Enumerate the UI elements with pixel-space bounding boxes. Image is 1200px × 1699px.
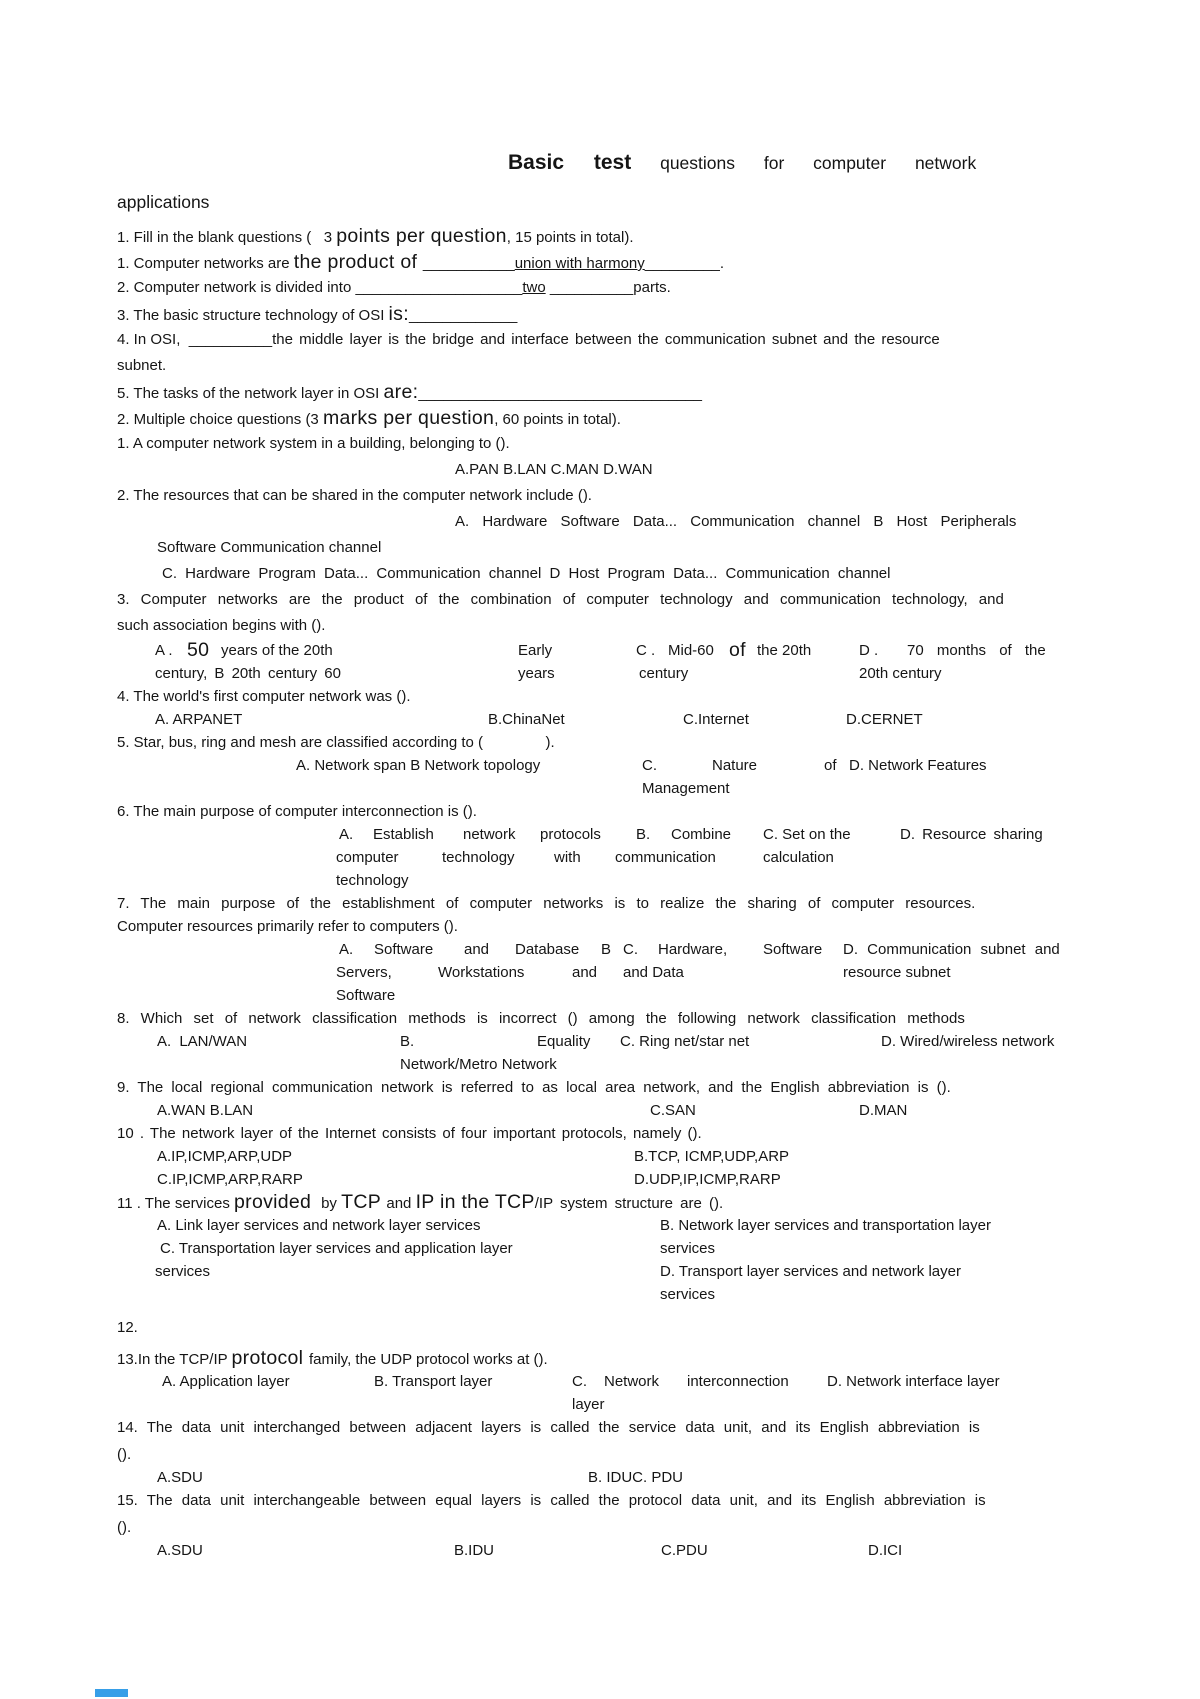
mc-q11 bbox=[117, 1191, 1090, 1214]
text-run: D.CERNET bbox=[846, 711, 923, 728]
text-run: D . bbox=[859, 642, 879, 659]
text-run: questions for computer network bbox=[631, 153, 977, 173]
text-run: B.ChinaNet bbox=[488, 711, 565, 728]
page-bottom-marker bbox=[95, 1689, 128, 1697]
mc-q3-options-row-2 bbox=[117, 662, 1090, 685]
text-run: 8. Which set of network classification methods is incorrect () among the following network classification methods bbox=[117, 1010, 965, 1027]
text-run: 5. Star, bus, ring and mesh are classified according to ( ). bbox=[117, 734, 555, 751]
fill-q5 bbox=[117, 379, 1090, 405]
mc-q7-options-row-2 bbox=[117, 961, 1090, 984]
fill-q1 bbox=[117, 249, 1090, 275]
doc-title-line-2 bbox=[117, 181, 1090, 223]
doc-title-line-1 bbox=[117, 145, 1090, 181]
text-run: C.IP,ICMP,ARP,RARP bbox=[157, 1171, 303, 1188]
text-run: C.SAN bbox=[650, 1102, 696, 1119]
text-run: A. Network span B Network topology bbox=[296, 757, 541, 774]
text-run: are: bbox=[383, 381, 419, 403]
text-run: Computer resources primarily refer to computers (). bbox=[117, 918, 458, 935]
text-run: years of the 20th bbox=[221, 642, 333, 659]
text-run: computer bbox=[336, 849, 399, 866]
text-run: B.TCP, ICMP,UDP,ARP bbox=[634, 1148, 790, 1165]
text-run: points per question bbox=[336, 225, 507, 247]
document-content bbox=[117, 145, 1090, 1562]
text-run: Software bbox=[374, 941, 434, 958]
text-run: with bbox=[554, 849, 581, 866]
text-run: two bbox=[522, 279, 546, 296]
mc-q15-line-2 bbox=[117, 1516, 1090, 1539]
mc-q2-options-row-3 bbox=[117, 561, 1090, 587]
text-run: /IP system structure are (). bbox=[534, 1195, 724, 1212]
mc-q12 bbox=[117, 1316, 1090, 1339]
mc-q3-line-2 bbox=[117, 613, 1090, 639]
text-run: interconnection bbox=[687, 1373, 789, 1390]
mc-q8-options-row-1 bbox=[117, 1030, 1090, 1053]
text-run: 13.In the TCP/IP bbox=[117, 1351, 232, 1368]
mc-q11-options-row-2 bbox=[117, 1237, 1090, 1260]
mc-q9-options bbox=[117, 1099, 1090, 1122]
text-run: provided bbox=[234, 1191, 317, 1213]
text-run: _________ bbox=[644, 255, 720, 272]
text-run: D.MAN bbox=[859, 1102, 908, 1119]
text-run: 2. Multiple choice questions (3 bbox=[117, 411, 323, 428]
mc-q11-options-row-3 bbox=[117, 1260, 1090, 1283]
text-run: 70 months of the bbox=[907, 642, 1046, 659]
text-run: the 20th bbox=[757, 642, 812, 659]
text-run: of bbox=[824, 757, 837, 774]
mc-q4 bbox=[117, 685, 1090, 708]
text-run: C. Set on the bbox=[763, 826, 851, 843]
fill-q4-line-1 bbox=[117, 327, 1090, 353]
text-run: protocol bbox=[231, 1347, 310, 1369]
text-run: applications bbox=[117, 192, 210, 212]
text-run: 10 . The network layer of the Internet consists of four important protocols, namely (). bbox=[117, 1125, 702, 1142]
text-run: ____________________ bbox=[355, 279, 523, 296]
text-run: A.SDU bbox=[157, 1542, 203, 1559]
text-run: years bbox=[518, 665, 555, 682]
text-run: and Data bbox=[623, 964, 684, 981]
mc-q14-line-2 bbox=[117, 1443, 1090, 1466]
mc-q9 bbox=[117, 1076, 1090, 1099]
text-run: D. Network interface layer bbox=[827, 1373, 1000, 1390]
text-run: D. Wired/wireless network bbox=[881, 1033, 1055, 1050]
text-run: 15. The data unit interchangeable between equal layers is called the protocol data unit, and its English abbreviation is bbox=[117, 1492, 986, 1509]
text-run: Early bbox=[518, 642, 553, 659]
text-run: (). bbox=[117, 1519, 132, 1536]
text-run: A. ARPANET bbox=[155, 711, 243, 728]
text-run: D.ICI bbox=[868, 1542, 903, 1559]
text-run: such association begins with (). bbox=[117, 617, 326, 634]
text-run: Combine bbox=[671, 826, 732, 843]
text-run: C. Ring net/star net bbox=[620, 1033, 750, 1050]
mc-q3-options-row-1 bbox=[117, 639, 1090, 662]
mc-q6-options-row-3 bbox=[117, 869, 1090, 892]
text-run: A . bbox=[155, 642, 173, 659]
text-run: resource subnet bbox=[843, 964, 951, 981]
text-run: 1. Fill in the blank questions ( 3 bbox=[117, 229, 337, 246]
text-run: A. LAN/WAN bbox=[157, 1033, 248, 1050]
text-run: A.PAN B.LAN C.MAN D.WAN bbox=[455, 461, 653, 478]
mc-q6-options-row-2 bbox=[117, 846, 1090, 869]
text-run: marks per question bbox=[322, 407, 495, 429]
text-run: B. Network layer services and transportation layer bbox=[660, 1217, 991, 1234]
text-run: 3. Computer networks are the product of the combination of computer technology and communication technology, and bbox=[117, 591, 1004, 608]
text-run: C.Internet bbox=[683, 711, 749, 728]
mc-q5-options-row-2 bbox=[117, 777, 1090, 800]
text-run: 20th century bbox=[859, 665, 942, 682]
text-run: Database bbox=[515, 941, 580, 958]
text-run: B.IDU bbox=[454, 1542, 495, 1559]
text-run: 1. A computer network system in a building, belonging to (). bbox=[117, 435, 510, 452]
text-run: century bbox=[639, 665, 689, 682]
mc-q2 bbox=[117, 483, 1090, 509]
mc-q10-options-row-2 bbox=[117, 1168, 1090, 1191]
mc-q5 bbox=[117, 731, 1090, 754]
text-run: C. bbox=[623, 941, 638, 958]
text-run: the product of bbox=[293, 251, 423, 273]
text-run: B. bbox=[400, 1033, 415, 1050]
mc-q4-options bbox=[117, 708, 1090, 731]
mc-q8-options-row-2 bbox=[117, 1053, 1090, 1076]
text-run: 2. Computer network is divided into bbox=[117, 279, 356, 296]
text-run: C . bbox=[636, 642, 656, 659]
mc-q1-options bbox=[117, 457, 1090, 483]
text-run: Management bbox=[642, 780, 730, 797]
text-run: D.UDP,IP,ICMP,RARP bbox=[634, 1171, 781, 1188]
fill-section-heading bbox=[117, 223, 1090, 249]
text-run: 9. The local regional communication network is referred to as local area network, and the English abbreviation is (). bbox=[117, 1079, 951, 1096]
mc-q2-options-row-2 bbox=[117, 535, 1090, 561]
text-run: 4. In OSI, bbox=[117, 331, 189, 348]
text-run: B bbox=[601, 941, 612, 958]
mc-q10-options-row-1 bbox=[117, 1145, 1090, 1168]
text-run: 3. The basic structure technology of OSI bbox=[117, 307, 389, 324]
text-run: Basic test bbox=[508, 151, 632, 174]
text-run: C. bbox=[642, 757, 657, 774]
text-run: services bbox=[155, 1263, 211, 1280]
text-run: of bbox=[729, 639, 746, 661]
text-run: Software Communication channel bbox=[157, 539, 382, 556]
text-run: __________________________________ bbox=[418, 385, 702, 402]
text-run: 2. The resources that can be shared in the computer network include (). bbox=[117, 487, 592, 504]
text-run: A. Link layer services and network layer services bbox=[157, 1217, 481, 1234]
text-run: protocols bbox=[540, 826, 601, 843]
text-run: Equality bbox=[537, 1033, 591, 1050]
text-run: family, the UDP protocol works at (). bbox=[309, 1351, 548, 1368]
text-run: A.IP,ICMP,ARP,UDP bbox=[157, 1148, 293, 1165]
text-run: Workstations bbox=[438, 964, 525, 981]
text-run: IP in the TCP bbox=[415, 1191, 535, 1213]
text-run: TCP bbox=[341, 1191, 387, 1213]
mc-q7-line-2 bbox=[117, 915, 1090, 938]
text-run: layer bbox=[572, 1396, 605, 1413]
text-run: B. IDUC. PDU bbox=[588, 1469, 684, 1486]
mc-q1 bbox=[117, 431, 1090, 457]
text-run: D. Resource sharing bbox=[900, 826, 1043, 843]
text-run: Servers, bbox=[336, 964, 392, 981]
text-run: C. Transportation layer services and application layer bbox=[160, 1240, 513, 1257]
text-run: 6. The main purpose of computer interconnection is (). bbox=[117, 803, 477, 820]
text-run: parts. bbox=[633, 279, 671, 296]
text-run: 14. The data unit interchanged between adjacent layers is called the service data unit, and its English abbreviation is bbox=[117, 1419, 980, 1436]
mc-q11-options-row-4 bbox=[117, 1283, 1090, 1306]
mc-q10 bbox=[117, 1122, 1090, 1145]
text-run: century, B 20th century 60 bbox=[155, 665, 341, 682]
text-run: technology bbox=[442, 849, 515, 866]
text-run: A. bbox=[339, 941, 354, 958]
text-run: B. Transport layer bbox=[374, 1373, 493, 1390]
text-run: A. Hardware Software Data... Communication channel B Host Peripherals bbox=[455, 513, 1017, 530]
mc-q8 bbox=[117, 1007, 1090, 1030]
text-run: and bbox=[464, 941, 490, 958]
text-run: A.SDU bbox=[157, 1469, 203, 1486]
mc-q6 bbox=[117, 800, 1090, 823]
text-run: calculation bbox=[763, 849, 834, 866]
text-run: union with harmony bbox=[514, 255, 645, 272]
fill-q3 bbox=[117, 301, 1090, 327]
mc-q2-options-row-1 bbox=[117, 509, 1090, 535]
mc-q15-options bbox=[117, 1539, 1090, 1562]
text-run: subnet. bbox=[117, 357, 167, 374]
text-run: by bbox=[316, 1195, 342, 1212]
text-run: Mid-60 bbox=[668, 642, 719, 659]
text-run: Software bbox=[336, 987, 396, 1004]
text-run: A. Application layer bbox=[162, 1373, 290, 1390]
mc-q15-line-1 bbox=[117, 1489, 1090, 1512]
text-run: technology bbox=[336, 872, 409, 889]
mc-q7-options-row-1 bbox=[117, 938, 1090, 961]
mc-q7-line-1 bbox=[117, 892, 1090, 915]
text-run: Establish bbox=[373, 826, 434, 843]
text-run: 5. The tasks of the network layer in OSI bbox=[117, 385, 384, 402]
text-run: Network bbox=[604, 1373, 660, 1390]
text-run: 4. The world's first computer network was (). bbox=[117, 688, 411, 705]
text-run: communication bbox=[615, 849, 716, 866]
text-run: ___________ bbox=[422, 255, 515, 272]
text-run: __________ bbox=[549, 279, 634, 296]
text-run: D. Communication subnet and bbox=[843, 941, 1060, 958]
text-run: A.WAN B.LAN bbox=[157, 1102, 254, 1119]
mc-q13-options-row-2 bbox=[117, 1393, 1090, 1416]
text-run: C. Hardware Program Data... Communication channel D Host Program Data... Communication channel bbox=[162, 565, 891, 582]
mc-q3-line-1 bbox=[117, 587, 1090, 613]
text-run: Network/Metro Network bbox=[400, 1056, 557, 1073]
text-run: __________ bbox=[188, 331, 273, 348]
mc-q13-options-row-1 bbox=[117, 1370, 1090, 1393]
text-run: , 15 points in total). bbox=[506, 229, 634, 246]
mc-q7-options-row-3 bbox=[117, 984, 1090, 1007]
mc-q6-options-row-1 bbox=[117, 823, 1090, 846]
mc-q13 bbox=[117, 1347, 1090, 1370]
fill-q4-line-2 bbox=[117, 353, 1090, 379]
text-run: D. Transport layer services and network layer bbox=[660, 1263, 961, 1280]
text-run: , 60 points in total). bbox=[494, 411, 621, 428]
text-run: A. bbox=[339, 826, 354, 843]
text-run: C.PDU bbox=[661, 1542, 708, 1559]
mc-q11-options-row-1 bbox=[117, 1214, 1090, 1237]
text-run: 50 bbox=[187, 639, 210, 661]
text-run: B. bbox=[636, 826, 651, 843]
text-run: Nature bbox=[712, 757, 758, 774]
text-run: and bbox=[572, 964, 598, 981]
text-run: _____________ bbox=[408, 307, 518, 324]
text-run: Hardware, bbox=[658, 941, 728, 958]
mc-q14-options bbox=[117, 1466, 1090, 1489]
text-run: . bbox=[719, 255, 725, 272]
text-run: 12. bbox=[117, 1319, 138, 1336]
text-run: the middle layer is the bridge and interface between the communication subnet and the resource bbox=[272, 331, 940, 348]
text-run: D. Network Features bbox=[849, 757, 987, 774]
text-run: and bbox=[386, 1195, 416, 1212]
mc-q5-options-row-1 bbox=[117, 754, 1090, 777]
text-run: 7. The main purpose of the establishment of computer networks is to realize the sharing of computer resources. bbox=[117, 895, 976, 912]
text-run: Software bbox=[763, 941, 823, 958]
text-run: services bbox=[660, 1240, 716, 1257]
text-run: is: bbox=[388, 303, 409, 325]
text-run: 11 . The services bbox=[117, 1195, 234, 1212]
choice-section-heading bbox=[117, 405, 1090, 431]
fill-q2 bbox=[117, 275, 1090, 301]
text-run: 1. Computer networks are bbox=[117, 255, 294, 272]
text-run: network bbox=[463, 826, 516, 843]
text-run: C. bbox=[572, 1373, 587, 1390]
text-run: (). bbox=[117, 1446, 132, 1463]
mc-q14-line-1 bbox=[117, 1416, 1090, 1439]
text-run: services bbox=[660, 1286, 716, 1303]
